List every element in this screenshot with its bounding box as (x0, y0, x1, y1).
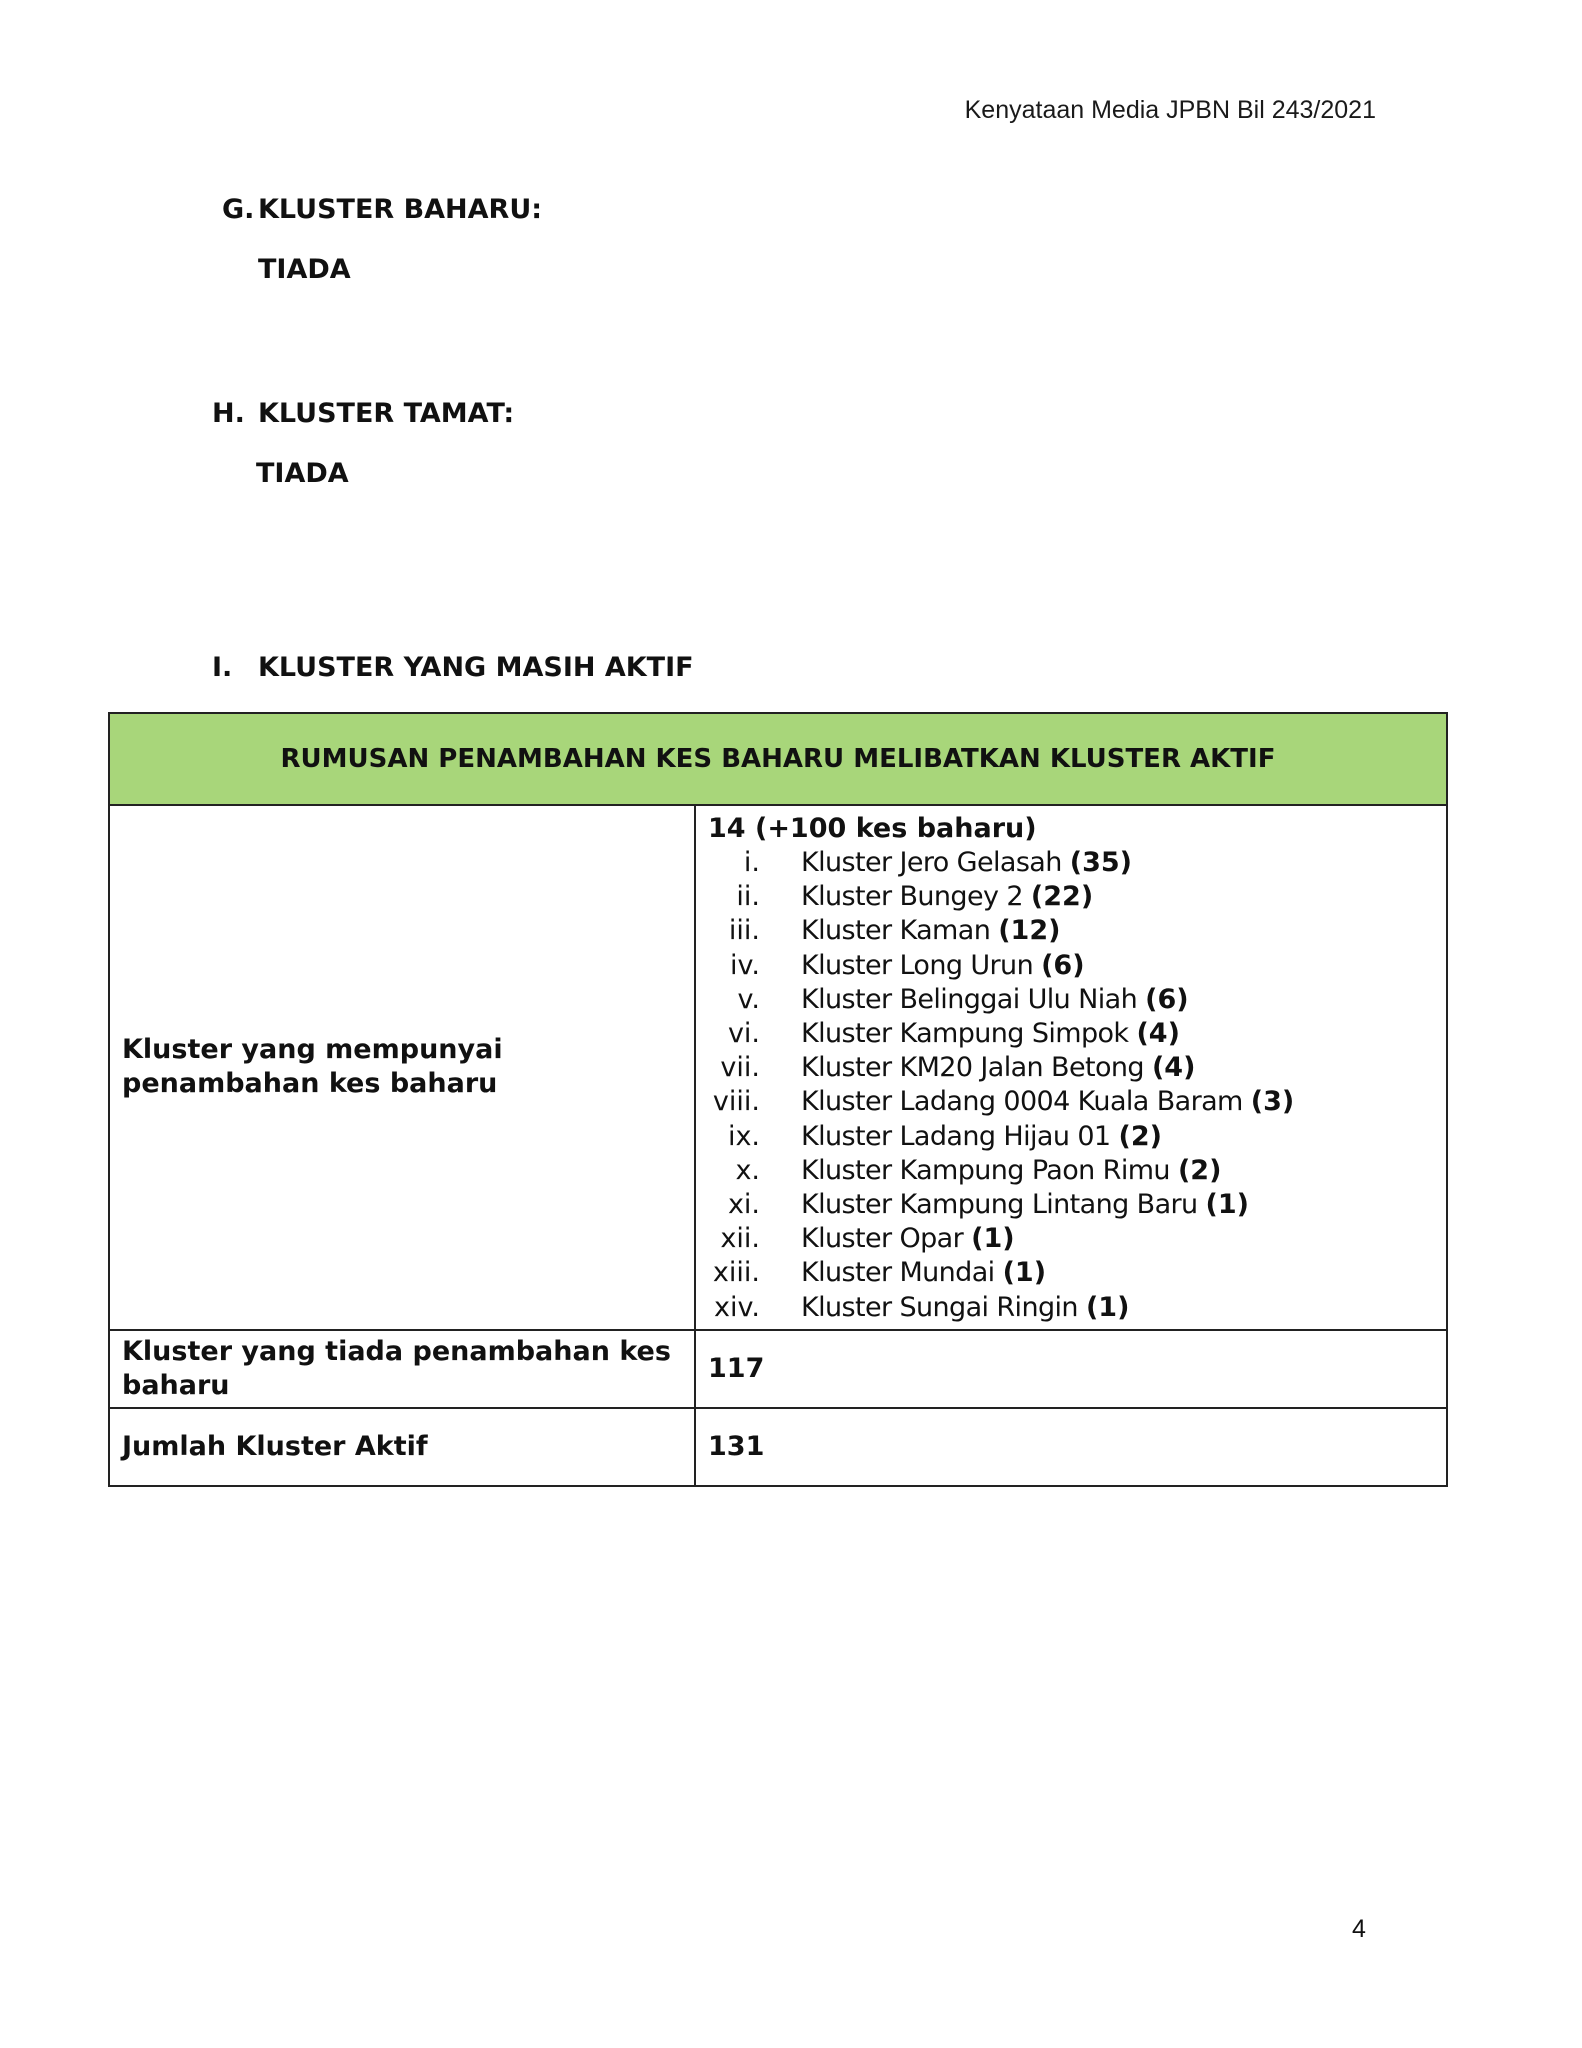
row-value-no-new-cases: 117 (695, 1330, 1447, 1408)
list-item-name: Kluster Kampung Simpok (801, 1018, 1129, 1050)
list-item-count: (2) (1118, 1120, 1162, 1152)
cluster-list (708, 846, 1434, 1325)
row-value-total-active: 131 (695, 1408, 1447, 1486)
list-item-name: Kluster Belinggai Ulu Niah (801, 983, 1138, 1015)
row-label-no-new-cases: Kluster yang tiada penambahan kes baharu (109, 1330, 695, 1408)
list-item-count: (22) (1030, 881, 1094, 913)
list-item-number: x. (735, 1154, 760, 1186)
table-title: RUMUSAN PENAMBAHAN KES BAHARU MELIBATKAN KLUSTER AKTIF (109, 713, 1447, 805)
list-item-number: iii. (728, 915, 760, 947)
list-item-count: (6) (1145, 983, 1189, 1015)
section-h-title: KLUSTER TAMAT: (258, 398, 515, 429)
list-item-count: (3) (1250, 1086, 1295, 1118)
list-item-count: (12) (998, 915, 1061, 947)
list-item-number: i. (743, 847, 760, 878)
section-i-heading (212, 652, 694, 683)
section-h-heading (212, 398, 514, 429)
list-item-number: xii. (720, 1223, 760, 1255)
list-item-name: Kluster KM20 Jalan Betong (801, 1052, 1144, 1084)
section-g-letter: G. (222, 194, 255, 225)
list-item (708, 1188, 1434, 1222)
list-item (708, 1017, 1434, 1051)
list-item (708, 983, 1434, 1017)
list-item-number: v. (737, 983, 760, 1015)
list-item-number: vii. (720, 1052, 760, 1084)
list-item-name: Kluster Long Urun (801, 949, 1034, 981)
row-label-total-active: Jumlah Kluster Aktif (109, 1408, 695, 1486)
list-item (708, 1085, 1434, 1119)
table-row (109, 1330, 1447, 1408)
list-item-name: Kluster Ladang 0004 Kuala Baram (801, 1086, 1243, 1118)
section-h-letter: H. (212, 398, 245, 429)
list-item (708, 1051, 1434, 1085)
page-number: 4 (1352, 1915, 1366, 1943)
list-item (708, 1120, 1434, 1154)
table-header-row (109, 713, 1447, 805)
list-item-count: (6) (1041, 949, 1085, 981)
list-item (708, 914, 1434, 948)
list-item-name: Kluster Ladang Hijau 01 (801, 1120, 1111, 1152)
table-row (109, 805, 1447, 1330)
row-label-new-cases: Kluster yang mempunyai penambahan kes baharu (109, 805, 695, 1330)
section-h-value: TIADA (256, 458, 349, 489)
list-item-count: (1) (1205, 1189, 1250, 1221)
new-cases-list-cell (695, 805, 1447, 1330)
list-item (708, 846, 1434, 880)
list-item-number: xi. (727, 1189, 760, 1221)
list-item-count: (35) (1069, 847, 1133, 878)
list-item-number: xiii. (712, 1257, 760, 1289)
list-item-count: (4) (1136, 1018, 1180, 1050)
list-item-count: (1) (971, 1223, 1015, 1255)
list-item (708, 1256, 1434, 1290)
active-cluster-table (108, 712, 1448, 1487)
list-item-number: vi. (727, 1018, 760, 1050)
list-item (708, 1291, 1434, 1325)
list-item (708, 949, 1434, 983)
list-item-name: Kluster Bungey 2 (801, 881, 1023, 913)
section-g-value: TIADA (258, 254, 351, 285)
section-i-title: KLUSTER YANG MASIH AKTIF (258, 652, 694, 683)
list-item-name: Kluster Mundai (801, 1257, 995, 1289)
section-g-title: KLUSTER BAHARU: (258, 194, 543, 225)
list-item-number: xiv. (714, 1291, 760, 1323)
list-item-count: (1) (1002, 1257, 1047, 1289)
section-i-letter: I. (212, 652, 233, 683)
new-cases-summary: 14 (+100 kes baharu) (708, 813, 1037, 844)
list-item-count: (4) (1151, 1052, 1196, 1084)
list-item-name: Kluster Jero Gelasah (801, 847, 1062, 878)
list-item-number: ix. (727, 1120, 760, 1152)
list-item (708, 880, 1434, 914)
list-item-name: Kluster Kaman (801, 915, 991, 947)
list-item-number: iv. (730, 949, 760, 981)
list-item (708, 1154, 1434, 1188)
list-item-name: Kluster Kampung Paon Rimu (801, 1154, 1170, 1186)
list-item-name: Kluster Kampung Lintang Baru (801, 1189, 1198, 1221)
document-reference: Kenyataan Media JPBN Bil 243/2021 (964, 96, 1376, 124)
list-item (708, 1222, 1434, 1256)
section-g-heading (222, 194, 542, 225)
list-item-name: Kluster Sungai Ringin (801, 1291, 1078, 1323)
table-row (109, 1408, 1447, 1486)
list-item-count: (1) (1085, 1291, 1130, 1323)
list-item-count: (2) (1177, 1154, 1222, 1186)
list-item-number: viii. (712, 1086, 760, 1118)
list-item-name: Kluster Opar (801, 1223, 964, 1255)
list-item-number: ii. (736, 881, 760, 913)
